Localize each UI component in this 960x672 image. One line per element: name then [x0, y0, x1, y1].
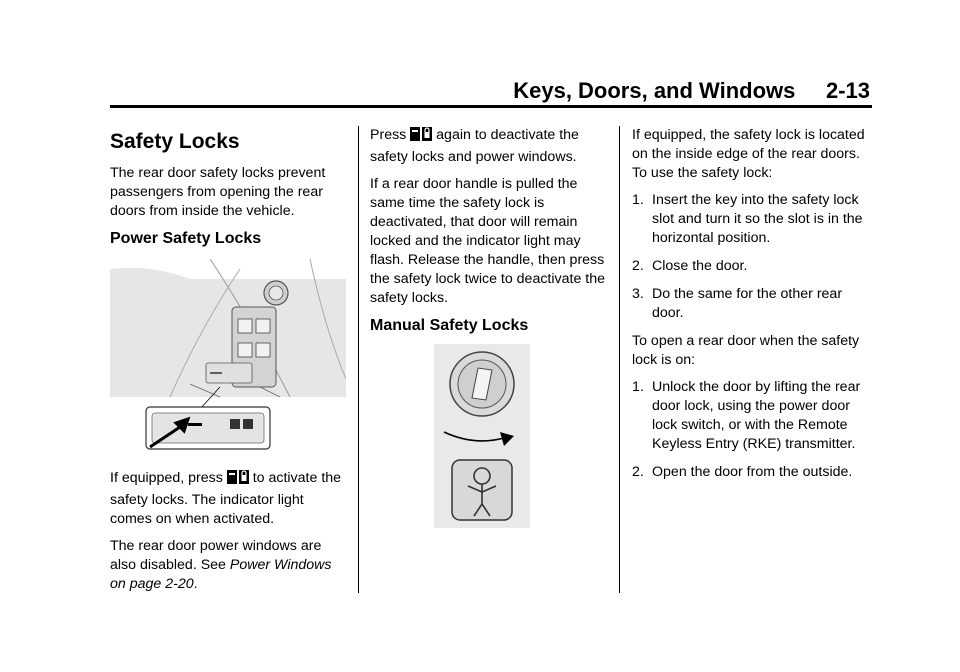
list-item — [632, 257, 872, 276]
manual-safety-locks-heading: Manual Safety Locks — [370, 317, 529, 334]
column-divider-1 — [358, 126, 359, 593]
activate-paragraph — [110, 469, 346, 529]
step-text: Insert the key into the safety lock slot and turn it so the slot is in the horizontal position. — [652, 192, 863, 246]
disabled-text-a: The rear door power windows are also disabled. See — [110, 538, 322, 573]
step-number: 3. — [632, 286, 644, 302]
list-item — [632, 378, 872, 454]
activate-text-b: to activate the safety locks. The indicator light comes on when activated. — [110, 470, 342, 527]
step-number: 2. — [632, 464, 644, 480]
header-rule — [110, 105, 872, 108]
list-item — [632, 285, 872, 323]
step-text: Open the door from the outside. — [652, 464, 853, 480]
disabled-paragraph — [110, 537, 346, 594]
column-1 — [110, 120, 346, 602]
manual-safety-lock-illustration — [434, 344, 530, 528]
power-window-switch-illustration — [110, 259, 346, 457]
deactivate-text-a: Press — [370, 127, 407, 143]
activate-text-a: If equipped, press — [110, 470, 223, 486]
step-number: 1. — [632, 379, 644, 395]
window-lock-icon — [410, 126, 432, 148]
intro-paragraph: The rear door safety locks prevent passengers from opening the rear doors from inside the vehicle. — [110, 165, 326, 219]
header-title: Keys, Doors, and Windows 2-13 — [513, 78, 870, 103]
step-text: Do the same for the other rear door. — [652, 286, 843, 321]
power-windows-link[interactable]: Power Windows on page 2-20 — [110, 557, 332, 592]
list-item — [632, 463, 872, 482]
open-door-paragraph: To open a rear door when the safety lock is on: — [632, 333, 860, 368]
open-steps-list — [632, 378, 872, 482]
step-number: 2. — [632, 258, 644, 274]
power-safety-locks-heading: Power Safety Locks — [110, 230, 262, 247]
step-text: Close the door. — [652, 258, 748, 274]
disabled-text-b: . — [193, 576, 198, 592]
deactivate-text-b: again to deactivate the safety locks and power windows. — [370, 127, 579, 165]
list-item — [632, 191, 872, 248]
handle-paragraph: If a rear door handle is pulled the same time the safety lock is deactivated, that door will remain locked and the indicator light may flash. Release the handle, then press the safety lock twice to deactivate the safety locks. — [370, 176, 606, 306]
section-heading: Safety Locks — [110, 130, 240, 153]
deactivate-paragraph — [370, 126, 610, 167]
column-3 — [632, 126, 872, 491]
step-number: 1. — [632, 192, 644, 208]
child-icon — [452, 460, 512, 520]
use-steps-list — [632, 191, 872, 323]
column-2 — [370, 126, 610, 528]
column-divider-2 — [619, 126, 620, 593]
step-text: Unlock the door by lifting the rear door lock, using the power door lock switch, or with the Remote Keyless Entry (RKE) transmitter. — [652, 379, 861, 452]
location-paragraph: If equipped, the safety lock is located on the inside edge of the rear doors. To use the safety lock: — [632, 127, 865, 181]
page-header — [110, 78, 870, 106]
window-lock-icon — [227, 469, 249, 491]
